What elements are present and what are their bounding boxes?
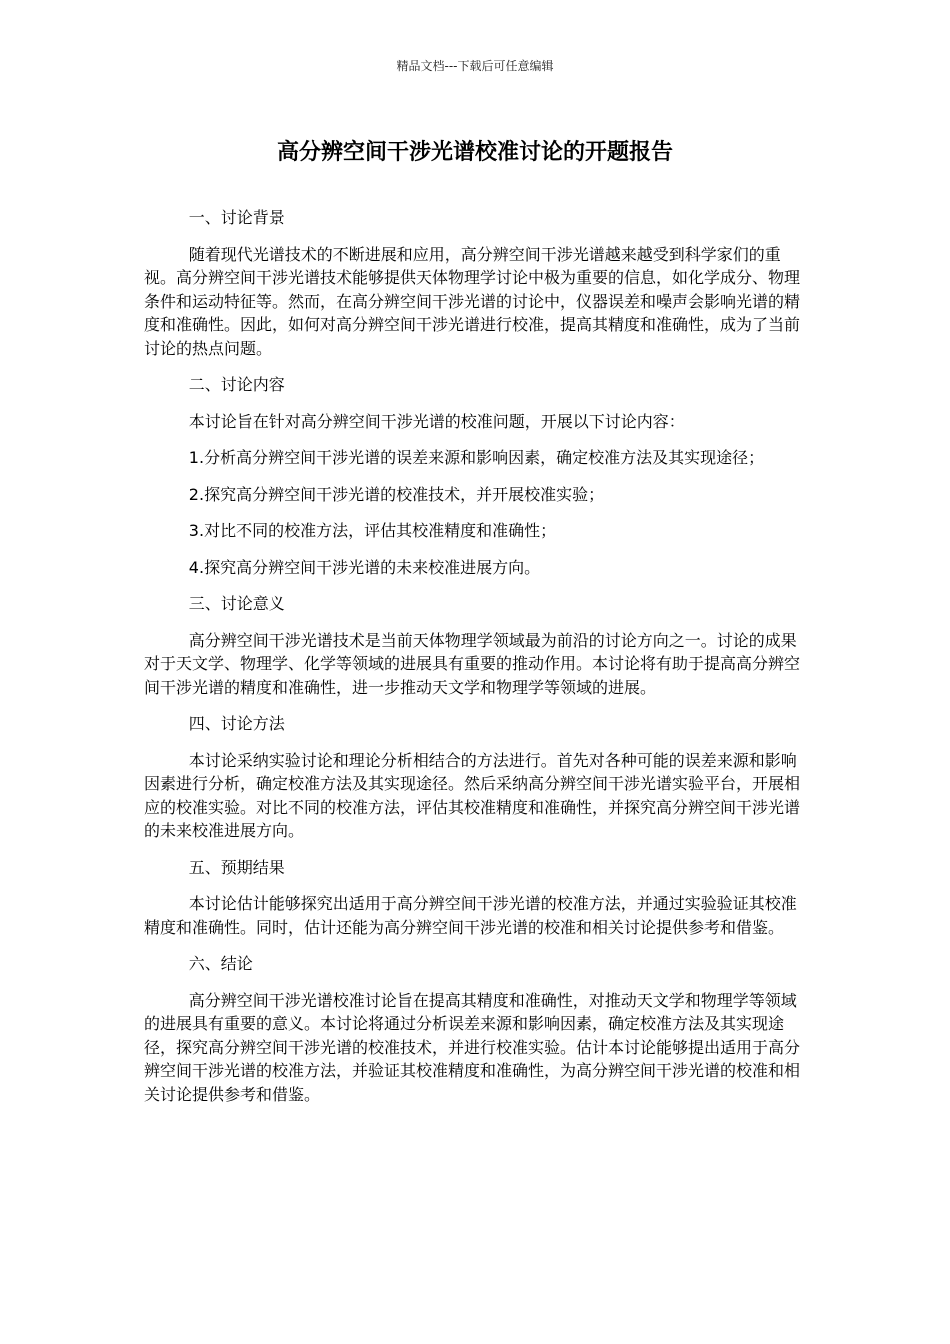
list-item: 3.对比不同的校准方法，评估其校准精度和准确性； [188, 521, 557, 540]
section-paragraph-method: 本讨论采纳实验讨论和理论分析相结合的方法进行。首先对各种可能的误差来源和影响因素进行分析，确定校准方法及其实现途径。然后采纳高分辨空间干涉光谱实验平台，开展相应的校准实验。对比不同的校准方法，评估其校准精度和准确性，并探究高分辨空间干涉光谱的未来校准进展方向。 [144, 750, 801, 840]
section-paragraph-conclusion: 高分辨空间干涉光谱校准讨论旨在提高其精度和准确性，对推动天文学和物理学等领域的进展具有重要的意义。本讨论将通过分析误差来源和影响因素，确定校准方法及其实现途径，探究高分辨空间干涉光谱的校准技术，并进行校准实验。估计本讨论能够提出适用于高分辨空间干涉光谱的校准方法，并验证其校准精度和准确性，为高分辨空间干涉光谱的校准和相关讨论提供参考和借鉴。 [144, 990, 801, 1104]
list-item: 1.分析高分辨空间干涉光谱的误差来源和影响因素，确定校准方法及其实现途径； [188, 448, 765, 467]
list-item: 2.探究高分辨空间干涉光谱的校准技术，并开展校准实验； [188, 484, 605, 504]
page-title: 高分辨空间干涉光谱校准讨论的开题报告 [276, 140, 673, 165]
section-paragraph-background: 随着现代光谱技术的不断进展和应用，高分辨空间干涉光谱越来越受到科学家们的重视。高分辨空间干涉光谱技术能够提供天体物理学讨论中极为重要的信息，如化学成分、物理条件和运动特征等。然而，在高分辨空间干涉光谱的讨论中，仪器误差和噪声会影响光谱的精度和准确性。因此，如何对高分辨空间干涉光谱进行校准，提高其精度和准确性，成为了当前讨论的热点问题。 [144, 244, 801, 358]
section-paragraph-expected: 本讨论估计能够探究出适用于高分辨空间干涉光谱的校准方法，并通过实验验证其校准精度和准确性。同时，估计还能为高分辨空间干涉光谱的校准和相关讨论提供参考和借鉴。 [144, 894, 797, 937]
document-body [144, 206, 810, 1119]
section-heading-content: 二、讨论内容 [188, 375, 285, 394]
header-note: 精品文档---下载后可任意编辑 [396, 59, 554, 73]
section-heading-significance: 三、讨论意义 [188, 594, 285, 613]
section-heading-method: 四、讨论方法 [188, 714, 285, 733]
section-paragraph-significance: 高分辨空间干涉光谱技术是当前天体物理学领域最为前沿的讨论方向之一。讨论的成果对于天文学、物理学、化学等领域的进展具有重要的推动作用。本讨论将有助于提高高分辨空间干涉光谱的精度和准确性，进一步推动天文学和物理学等领域的进展。 [144, 630, 801, 697]
section-heading-background: 一、讨论背景 [188, 208, 285, 227]
list-item: 4.探究高分辨空间干涉光谱的未来校准进展方向。 [188, 557, 541, 577]
section-intro-content: 本讨论旨在针对高分辨空间干涉光谱的校准问题，开展以下讨论内容： [188, 411, 685, 431]
section-heading-expected: 五、预期结果 [188, 857, 285, 877]
section-heading-conclusion: 六、结论 [188, 954, 253, 973]
